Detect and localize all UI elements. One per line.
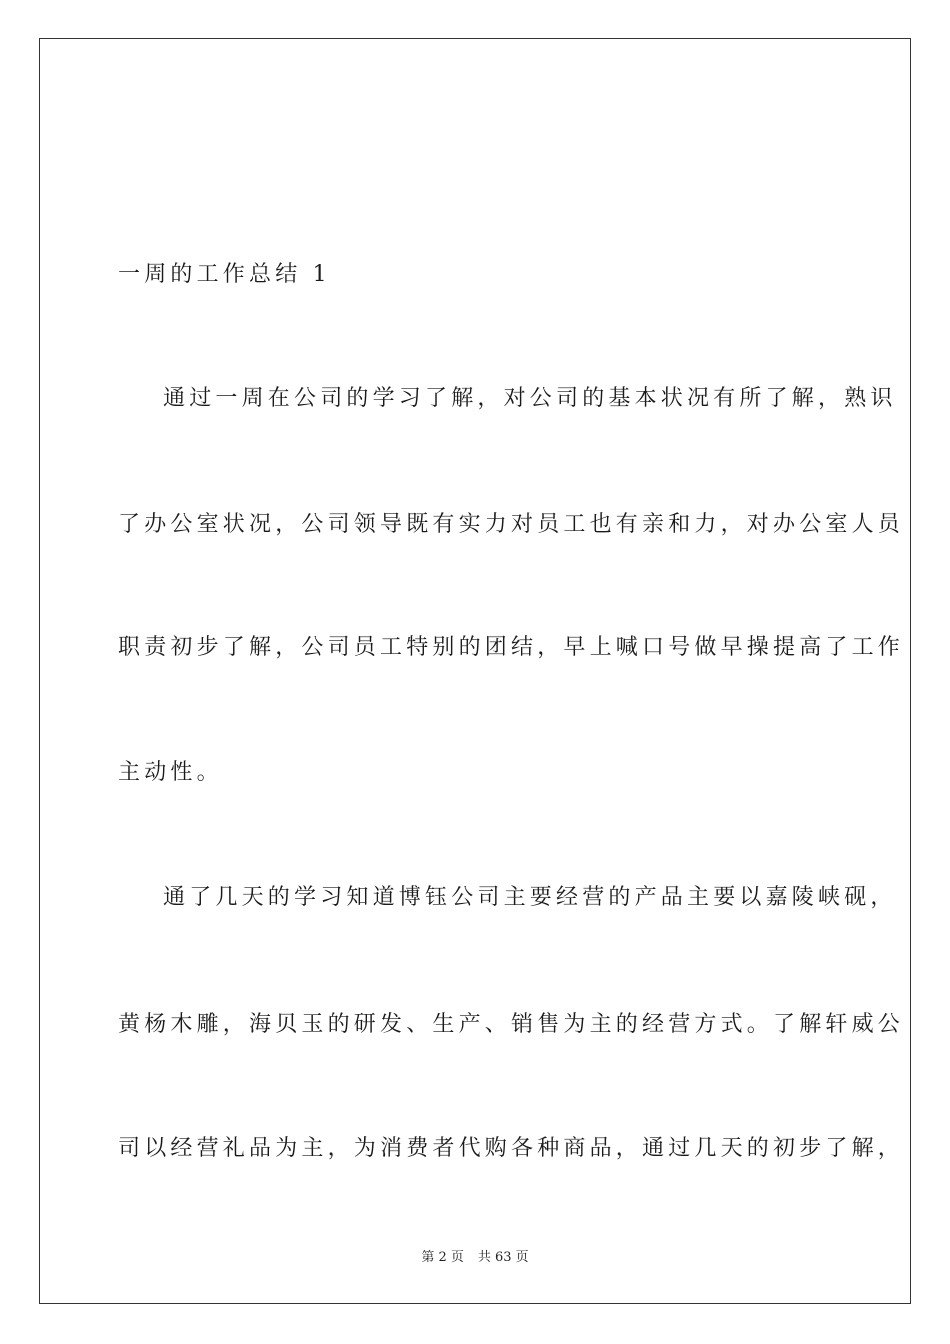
paragraph-1-line-2: 了办公室状况，公司领导既有实力对员工也有亲和力，对办公室人员 xyxy=(118,512,905,537)
page-number-label: 第 2 页 xyxy=(421,1250,464,1265)
paragraph-1-line-4: 主动性。 xyxy=(118,760,223,785)
paragraph-2-line-1: 通了几天的学习知道博钰公司主要经营的产品主要以嘉陵峡砚， xyxy=(163,885,897,910)
page-border xyxy=(39,38,911,1304)
page-footer xyxy=(0,1246,950,1265)
paragraph-1-line-1: 通过一周在公司的学习了解，对公司的基本状况有所了解，熟识 xyxy=(163,386,897,411)
paragraph-1-line-3: 职责初步了解，公司员工特别的团结，早上喊口号做早操提高了工作 xyxy=(118,635,905,660)
paragraph-2-line-3: 司以经营礼品为主，为消费者代购各种商品，通过几天的初步了解， xyxy=(118,1136,905,1161)
total-pages-label: 共 63 页 xyxy=(477,1250,529,1265)
paragraph-2-line-2: 黄杨木雕，海贝玉的研发、生产、销售为主的经营方式。了解轩威公 xyxy=(118,1012,905,1037)
document-title: 一周的工作总结 1 xyxy=(118,262,331,287)
